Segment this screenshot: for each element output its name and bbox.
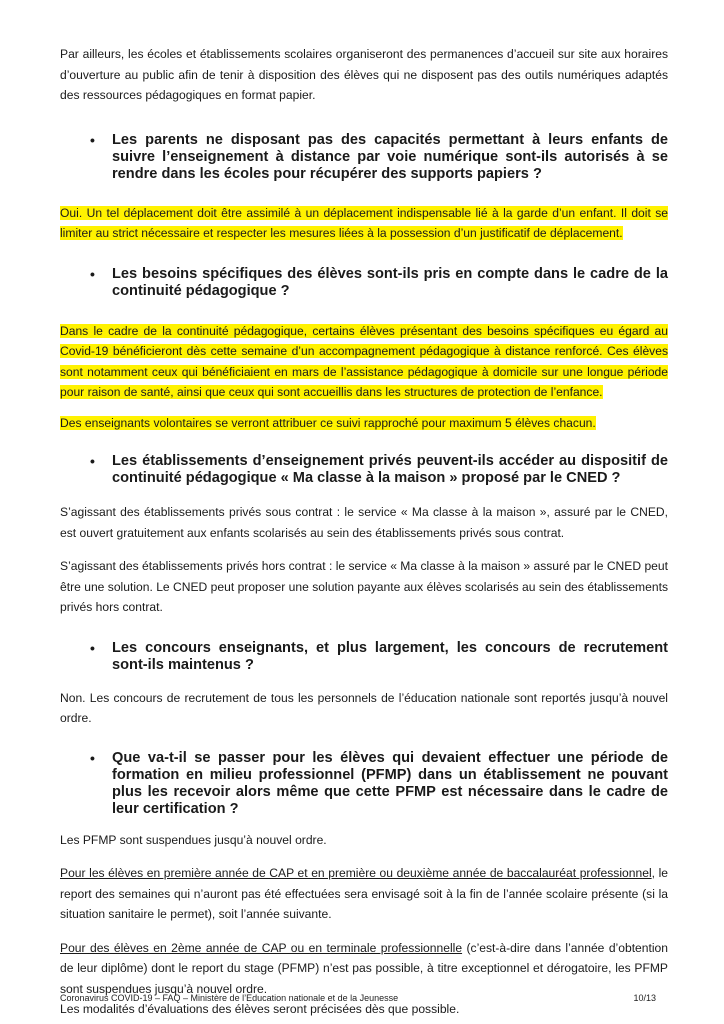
bullet-icon: •: [90, 265, 95, 282]
answer-2b: [60, 413, 668, 434]
intro-paragraph: Par ailleurs, les écoles et établissements scolaires organiseront des permanences d’accueil sur site aux horaires d’ouverture au public afin de tenir à disposition des élèves qui ne disposent pas des outils numériques adaptés des ressources pédagogiques en format papier.: [60, 47, 668, 102]
bullet-icon: •: [90, 639, 95, 656]
question-1: [90, 132, 668, 183]
document-page: [60, 44, 668, 1020]
question-3-text: Les établissements d’enseignement privés peuvent-ils accéder au dispositif de continuité pédagogique « Ma classe à la maison » proposé par le CNED ?: [112, 453, 668, 486]
question-1-text: Les parents ne disposant pas des capacités permettant à leurs enfants de suivre l’enseignement à distance par voie numérique sont-ils autorisés à se rendre dans les écoles pour récupérer des supports papiers ?: [112, 131, 668, 182]
question-2-text: Les besoins spécifiques des élèves sont-ils pris en compte dans le cadre de la continuité pédagogique ?: [112, 265, 668, 299]
answer-5b-rest: , le report des semaines qui n’auront pas été effectuées sera envisagé soit à la fin de l’année scolaire présente (si la situation sanitaire le permet), soit l’année suivante.: [60, 866, 668, 921]
answer-5d: Les modalités d’évaluations des élèves seront précisées dès que possible.: [60, 1002, 460, 1016]
page-number: 10/13: [633, 993, 656, 1003]
question-4-text: Les concours enseignants, et plus largement, les concours de recrutement sont-ils maintenus ?: [112, 639, 668, 673]
answer-5b: [60, 863, 668, 925]
answer-5b-underlined: Pour les élèves en première année de CAP et en première ou deuxième année de baccalauréat professionnel: [60, 866, 652, 880]
question-4: [90, 640, 668, 674]
answer-3b: S’agissant des établissements privés hors contrat : le service « Ma classe à la maison » assuré par le CNED peut être une solution. Le CNED peut proposer une solution payante aux élèves scolarisés au sein des établissements privés hors contrat.: [60, 559, 668, 614]
answer-5c-underlined: Pour des élèves en 2ème année de CAP ou en terminale professionnelle: [60, 940, 463, 955]
answer-1-highlight: Oui. Un tel déplacement doit être assimilé à un déplacement indispensable lié à la garde d’un enfant. Il doit se limiter au strict nécessaire et respecter les mesures liées à la possession d’un justificatif de déplacement.: [60, 205, 668, 240]
question-5-text: Que va-t-il se passer pour les élèves qui devaient effectuer une période de formation en milieu professionnel (PFMP) dans un établissement ne pouvant plus les recevoir alors même que cette PFMP est nécessaire dans le cadre de leur certification ?: [112, 749, 668, 817]
page-footer: [60, 993, 668, 1003]
question-3: [90, 453, 668, 487]
answer-5c-rest: (c’est-à-dire dans l’année d’obtention de leur diplôme) dont le report du stage (PFMP) n’est pas possible, à titre exceptionnel et dérogatoire, les PFMP sont suspendues jusqu’à nouvel ordre.: [60, 940, 669, 996]
answer-2: [60, 321, 668, 403]
answer-4: Non. Les concours de recrutement de tous les personnels de l’éducation nationale sont reportés jusqu’à nouvel ordre.: [60, 690, 668, 725]
footer-title: Coronavirus COVID-19 – FAQ – Ministère de l’Education nationale et de la Jeunesse: [60, 993, 399, 1003]
question-5: [90, 750, 668, 818]
answer-3: S’agissant des établissements privés sous contrat : le service « Ma classe à la maison », assuré par le CNED, est ouvert gratuitement aux enfants scolarisés au sein des établissements privés sous contrat.: [60, 505, 668, 540]
bullet-icon: •: [90, 453, 95, 469]
answer-5: Les PFMP sont suspendues jusqu’à nouvel ordre.: [60, 832, 327, 847]
bullet-icon: •: [90, 131, 95, 148]
answer-2b-highlight: Des enseignants volontaires se verront attribuer ce suivi rapproché pour maximum 5 élèves chacun.: [60, 415, 596, 430]
question-2: [90, 266, 668, 300]
answer-5c: [60, 938, 668, 1000]
bullet-icon: •: [90, 749, 95, 766]
answer-1: [60, 203, 668, 244]
answer-2-highlight: Dans le cadre de la continuité pédagogique, certains élèves présentant des besoins spécifiques eu égard au Covid-19 bénéficieront dès cette semaine d’un accompagnement pédagogique à distance renforcé. Ces élèves sont notamment ceux qui bénéficiaient en mars de l’assistance pédagogique à domicile sur une longue période pour raison de santé, ainsi que ceux qui sont accueillis dans les structures de protection de l’enfance.: [60, 323, 668, 399]
